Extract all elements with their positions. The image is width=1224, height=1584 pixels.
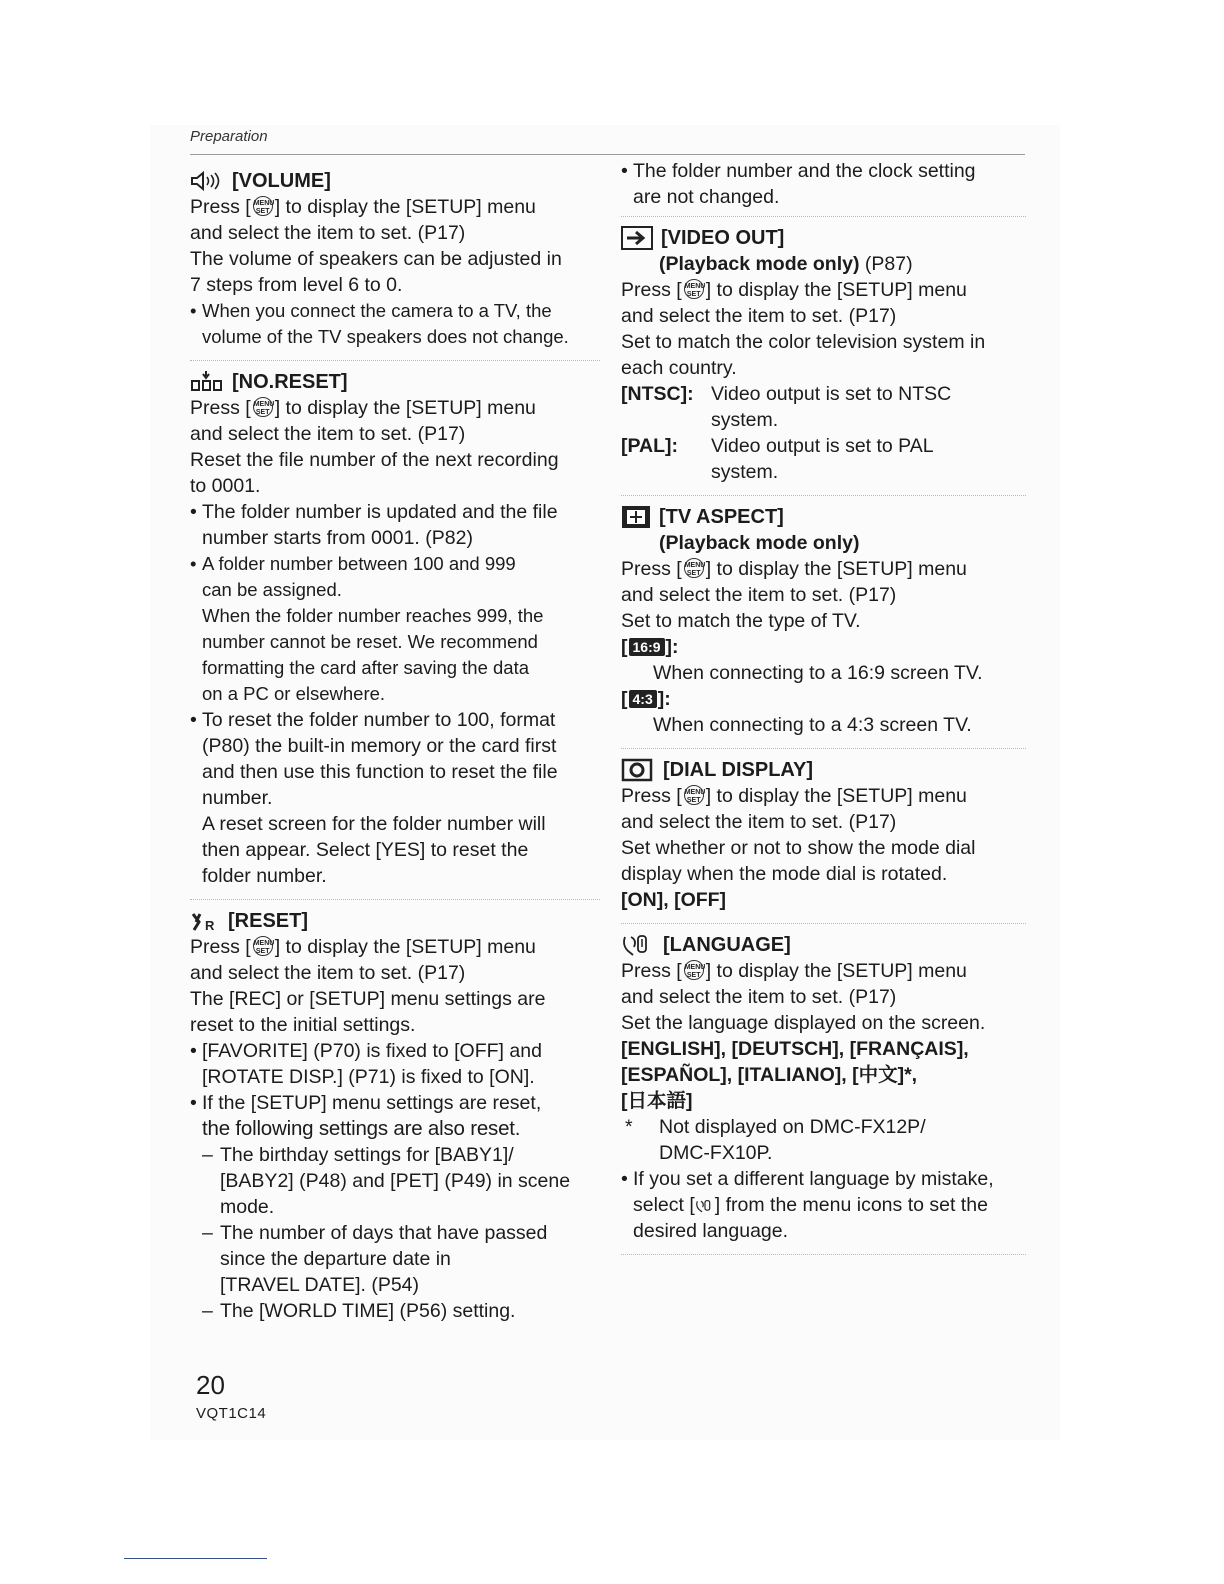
- video-out-icon: [621, 226, 653, 250]
- aspect-16-9-desc: When connecting to a 16:9 screen TV.: [653, 662, 983, 684]
- volume-section: [190, 168, 600, 354]
- language-icon-inline: [695, 1196, 715, 1216]
- menu-set-icon: MENU SET: [684, 960, 704, 980]
- no-reset-title: [NO.RESET]: [232, 371, 348, 393]
- document-code: VQT1C14: [196, 1405, 267, 1422]
- aspect-16-9-option: [ 16:9 ]:: [621, 636, 679, 658]
- reset-bullet-2: • If the [SETUP] menu settings are reset, the following settings are also reset.: [190, 1090, 600, 1142]
- reset-title: [RESET]: [228, 910, 308, 932]
- aspect-4-3-badge: 4:3: [629, 690, 657, 708]
- reset-heading: [190, 908, 600, 934]
- video-out-line2: and select the item to set. (P17): [621, 305, 897, 327]
- divider: [190, 360, 600, 361]
- language-press-line: Press [ MENU SET ] to display the [SETUP] menu: [621, 960, 967, 982]
- dial-display-line4: display when the mode dial is rotated.: [621, 863, 948, 885]
- language-bullet: • If you set a different language by mistake, select [ ] from the menu icons to set the desired language.: [621, 1166, 1026, 1244]
- video-out-line3: Set to match the color television system in: [621, 331, 986, 353]
- language-line3: Set the language displayed on the screen.: [621, 1012, 986, 1034]
- reset-line4: reset to the initial settings.: [190, 1014, 416, 1036]
- video-out-title: [VIDEO OUT]: [661, 227, 785, 249]
- language-line2: and select the item to set. (P17): [621, 986, 897, 1008]
- reset-dash-3: – The [WORLD TIME] (P56) setting.: [190, 1298, 600, 1324]
- reset-icon: [190, 910, 220, 932]
- language-options-3: [日本語]: [621, 1090, 693, 1112]
- no-reset-bullet-3: • To reset the folder number to 100, format (P80) the built-in memory or the card first and then use this function to reset the file number. A reset screen for the folder number will then appear. Select [YES] to reset the folder number.: [190, 707, 600, 889]
- volume-line2: and select the item to set. (P17): [190, 222, 466, 244]
- divider: [621, 923, 1026, 924]
- video-out-press-line: Press [ MENU SET ] to display the [SETUP] menu: [621, 279, 967, 301]
- divider: [621, 1254, 1026, 1255]
- language-options-1: [ENGLISH], [DEUTSCH], [FRANÇAIS],: [621, 1038, 969, 1060]
- dial-display-section: [621, 757, 1026, 917]
- tv-aspect-icon: [621, 505, 651, 529]
- dial-display-options: [ON], [OFF]: [621, 889, 727, 911]
- tv-aspect-section: [621, 504, 1026, 742]
- tv-aspect-heading: [621, 504, 1026, 530]
- aspect-4-3-option: [ 4:3 ]:: [621, 688, 671, 710]
- left-column: [190, 162, 600, 1328]
- video-out-heading: [621, 225, 1026, 251]
- reset-press-line: Press [ MENU SET ] to display the [SETUP] menu: [190, 936, 536, 958]
- tv-aspect-line2: and select the item to set. (P17): [621, 584, 897, 606]
- aspect-4-3-desc: When connecting to a 4:3 screen TV.: [653, 714, 972, 736]
- no-reset-section: [190, 369, 600, 893]
- aspect-16-9-badge: 16:9: [629, 638, 665, 656]
- language-title: [LANGUAGE]: [663, 934, 791, 956]
- divider: [621, 495, 1026, 496]
- reset-dash-1: – The birthday settings for [BABY1]/ [BABY2] (P48) and [PET] (P49) in scene mode.: [190, 1142, 600, 1220]
- volume-heading: [190, 168, 600, 194]
- dial-display-icon: [621, 758, 655, 782]
- page-bottom-rule: [124, 1558, 267, 1559]
- no-reset-line4: to 0001.: [190, 475, 261, 497]
- volume-line4: 7 steps from level 6 to 0.: [190, 274, 403, 296]
- reset-continued-bullet: • The folder number and the clock setting are not changed.: [621, 158, 1026, 210]
- tv-aspect-subtitle: (Playback mode only): [659, 532, 860, 554]
- volume-title: [VOLUME]: [232, 170, 331, 192]
- language-options-2: [ESPAÑOL], [ITALIANO], [中文]*,: [621, 1064, 918, 1086]
- menu-set-icon: MENU SET: [684, 558, 704, 578]
- no-reset-press-line: Press [ MENU SET ] to display the [SETUP] menu: [190, 397, 536, 419]
- video-out-subtitle: (Playback mode only) (P87): [659, 253, 913, 275]
- pal-definition: [PAL]: Video output is set to PAL system.: [621, 435, 934, 483]
- tv-aspect-line3: Set to match the type of TV.: [621, 610, 861, 632]
- reset-dash-2: – The number of days that have passed since the departure date in [TRAVEL DATE]. (P54): [190, 1220, 600, 1298]
- reset-bullet-1: • [FAVORITE] (P70) is fixed to [OFF] and [ROTATE DISP.] (P71) is fixed to [ON].: [190, 1038, 600, 1090]
- divider: [621, 748, 1026, 749]
- dial-display-line2: and select the item to set. (P17): [621, 811, 897, 833]
- file-number-icon: [190, 371, 224, 393]
- volume-line3: The volume of speakers can be adjusted in: [190, 248, 562, 270]
- tv-aspect-title: [TV ASPECT]: [659, 506, 784, 528]
- language-section: [621, 932, 1026, 1248]
- menu-set-icon: MENU SET: [253, 196, 273, 216]
- volume-press-line: Press [ MENU SET ] to display the [SETUP] menu: [190, 196, 536, 218]
- page-header: [190, 128, 1025, 155]
- menu-set-icon: MENU SET: [253, 936, 273, 956]
- divider: [190, 899, 600, 900]
- right-column: [621, 158, 1026, 1263]
- menu-set-icon: MENU SET: [253, 397, 273, 417]
- dial-display-title: [DIAL DISPLAY]: [663, 759, 814, 781]
- no-reset-bullet-1: • The folder number is updated and the file number starts from 0001. (P82): [190, 499, 600, 551]
- speaker-icon: [190, 170, 224, 192]
- tv-aspect-press-line: Press [ MENU SET ] to display the [SETUP] menu: [621, 558, 967, 580]
- language-note: * Not displayed on DMC-FX12P/ DMC-FX10P.: [625, 1116, 926, 1164]
- video-out-line4: each country.: [621, 357, 737, 379]
- reset-line2: and select the item to set. (P17): [190, 962, 466, 984]
- no-reset-line2: and select the item to set. (P17): [190, 423, 466, 445]
- language-heading: [621, 932, 1026, 958]
- svg-text:R: R: [205, 918, 215, 932]
- reset-section: [190, 908, 600, 1328]
- reset-line3: The [REC] or [SETUP] menu settings are: [190, 988, 546, 1010]
- no-reset-heading: [190, 369, 600, 395]
- video-out-section: [621, 225, 1026, 489]
- dial-display-heading: [621, 757, 1026, 783]
- section-name: Preparation: [190, 128, 268, 145]
- menu-set-icon: MENU SET: [684, 279, 704, 299]
- page-number: 20: [196, 1370, 225, 1400]
- menu-set-icon: MENU SET: [684, 785, 704, 805]
- dial-display-line3: Set whether or not to show the mode dial: [621, 837, 976, 859]
- dial-display-press-line: Press [ MENU SET ] to display the [SETUP] menu: [621, 785, 967, 807]
- language-icon: [621, 933, 655, 957]
- volume-bullet: • When you connect the camera to a TV, the volume of the TV speakers does not change.: [190, 298, 600, 350]
- divider: [621, 216, 1026, 217]
- no-reset-line3: Reset the file number of the next recording: [190, 449, 559, 471]
- no-reset-bullet-2: • A folder number between 100 and 999 can be assigned. When the folder number reaches 999, the number cannot be reset. We recommend formatting the card after saving the data on a PC or elsewhere.: [190, 551, 600, 707]
- ntsc-definition: [NTSC]: Video output is set to NTSC system.: [621, 383, 952, 431]
